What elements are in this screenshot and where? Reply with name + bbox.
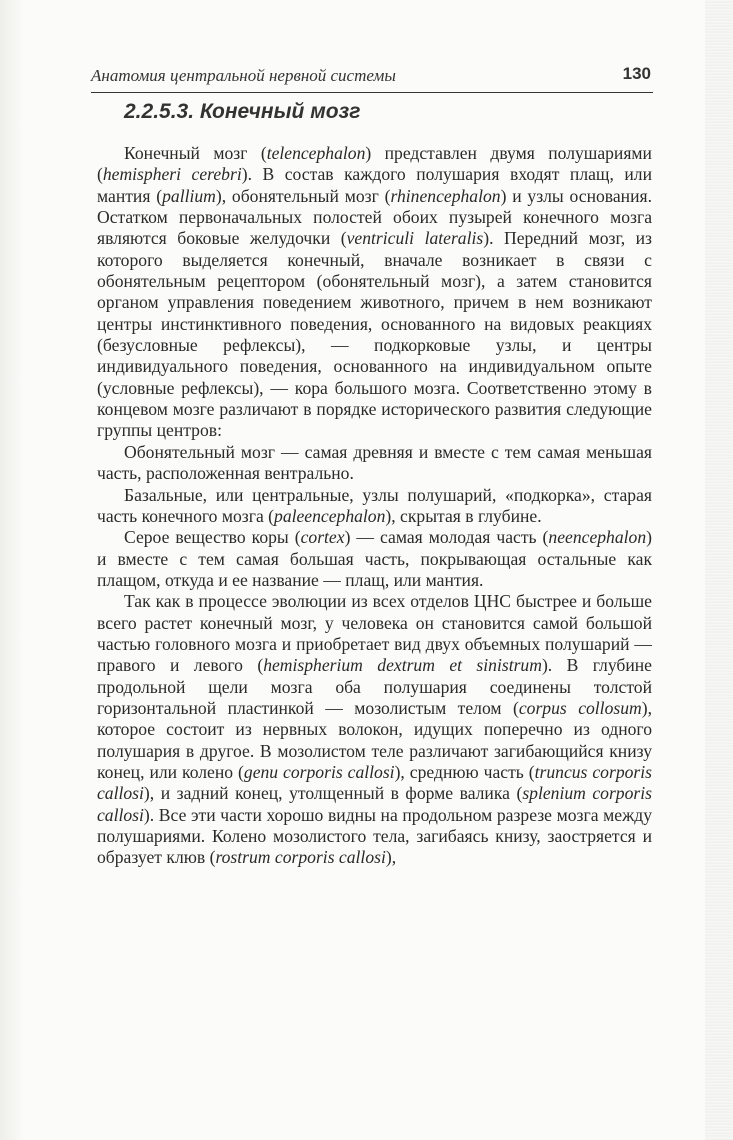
text-run: Обонятельный мозг — самая древняя и вместе с тем самая меньшая часть, расположенная вентрально. (97, 441, 652, 484)
text-run: Конечный мозг ( (124, 143, 267, 163)
latin-term: rhinencephalon (390, 185, 501, 206)
text-run: ), среднюю часть ( (394, 761, 535, 782)
scan-edge-right (705, 0, 733, 1140)
text-run: ). Все эти части хорошо видны на продольном разрезе мозга между полушариями. Колено мозолистого тела, загибаясь книзу, заостряется и образует клюв ( (97, 804, 652, 868)
latin-term: ventriculi lateralis (346, 228, 484, 249)
running-header (91, 62, 653, 93)
text-run: ). Передний мозг, из которого выделяется конечный, вначале возникает в связи с обонятельным рецептором (обонятельный мозг), а затем становится органом управления поведением животного, причем в нем возникают центры инстинктивного поведения, основанного на видовых реакциях (безусловные рефлексы), — подкорковые узлы, и центры индивидуального поведения, основанного на индивидуальном опыте (условные рефлексы), — кора большого мозга. Соответственно этому в концевом мозге различают в порядке исторического развития следующие группы центров: (97, 228, 652, 441)
latin-term: splenium corporis callosi (97, 783, 652, 825)
page-number: 130 (622, 64, 651, 83)
latin-term: corpus collosum (518, 697, 642, 718)
text-run: ), скрытая в глубине. (385, 505, 542, 526)
latin-term: neencephalon (548, 527, 647, 548)
running-header-title: Анатомия центральной нервной системы (91, 66, 396, 85)
paragraph (97, 527, 652, 591)
text-run: ). В состав каждого полушария входят плащ, или мантия ( (97, 164, 652, 206)
paragraph (97, 143, 652, 442)
latin-term: paleencephalon (274, 505, 386, 526)
text-run: ) — самая молодая часть ( (344, 527, 549, 548)
latin-term: hemispheri cerebri (102, 164, 242, 185)
paragraph (97, 485, 652, 528)
latin-term: truncus corporis callosi (97, 761, 653, 804)
text-run: ), обонятельный мозг ( (215, 185, 391, 206)
text-run: Так как в процессе эволюции из всех отделов ЦНС быстрее и больше всего растет конечный мозг, у человека он становится самой большой частью головного мозга и приобретает вид двух объемных полушарий — правого и левого ( (97, 591, 652, 676)
text-run: ) и узлы основания. Остатком первоначальных полостей обоих пузырей конечного мозга являются боковые желудочки ( (97, 185, 653, 249)
text-run: ). В глубине продольной щели мозга оба полушария соединены толстой горизонтальной пластинкой — мозолистым телом ( (97, 655, 652, 718)
paragraph (97, 442, 652, 485)
text-run: ) представлен двумя полушариями ( (97, 143, 652, 185)
latin-term: cortex (300, 527, 345, 548)
latin-term: rostrum corporis callosi (215, 847, 386, 868)
section-heading: 2.2.5.3. Конечный мозг (124, 100, 361, 123)
latin-term: genu corporis callosi (243, 761, 395, 782)
paragraph (97, 591, 652, 868)
text-run: Серое вещество коры ( (124, 527, 301, 548)
latin-term: telencephalon (266, 143, 366, 163)
text-run: Базальные, или центральные, узлы полушарий, «подкорка», старая часть конечного мозга ( (97, 484, 652, 526)
text-run: ), и задний конец, утолщенный в форме валика ( (143, 783, 523, 804)
text-run: ), (385, 847, 397, 868)
latin-term: hemispherium dextrum et sinistrum (263, 655, 542, 676)
latin-term: pallium (162, 185, 216, 206)
body-text (97, 143, 652, 869)
text-run: ) и вместе с тем самая большая часть, покрывающая остальные как плащом, откуда и ее название — плащ, или мантия. (97, 527, 652, 590)
scan-edge-left (0, 0, 24, 1140)
text-run: ), которое состоит из нервных волокон, идущих поперечно из одного полушария в другое. В мозолистом теле различают загибающийся книзу конец, или колено ( (97, 697, 652, 782)
